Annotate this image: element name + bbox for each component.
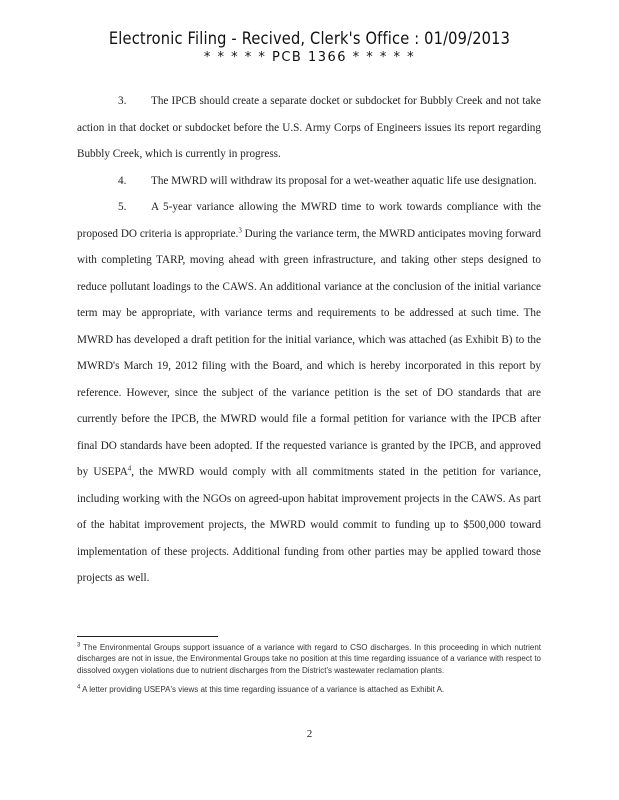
footnote-text: The Environmental Groups support issuance of a variance with regard to CSO discharges. In this proceeding in which nutrient discharges are not in issue, the Environmental Groups take no position at this time regarding issuance of a variance with respect to dissolved oxygen violations due to nutrient discharges from the District's wastewater reclamation plants. bbox=[77, 643, 541, 675]
paragraph-number: 3. bbox=[118, 95, 127, 107]
filing-stamp-docket: * * * * * PCB 1366 * * * * * bbox=[203, 50, 416, 65]
footnotes-section bbox=[77, 642, 541, 703]
footnote-divider bbox=[77, 636, 218, 637]
document-body bbox=[77, 88, 541, 592]
footnote-ref-4: 4 bbox=[127, 464, 132, 473]
paragraph-text: The MWRD will withdraw its proposal for a wet-weather aquatic life use designation. bbox=[151, 174, 537, 187]
filing-stamp-header: Electronic Filing - Recived, Clerk's Office : 01/09/2013 bbox=[108, 29, 511, 49]
paragraph-text-part2: During the variance term, the MWRD anticipates moving forward with completing TARP, moving ahead with green infrastructure, and taking other steps designed to reduce pollutant loadings to the CAWS. An additional variance at the conclusion of the initial variance term may be appropriate, with variance terms and requirements to be addressed at such time. The MWRD has developed a draft petition for the initial variance, which was attached (as Exhibit B) to the MWRD's March 19, 2012 filing with the Board, and which is hereby incorporated in this report by reference. However, since the subject of the variance petition is the set of DO standards that are currently before the IPCB, the MWRD would file a formal petition for variance with the IPCB after final DO standards have been adopted. If the requested variance is granted by the IPCB, and approved by USEPA bbox=[77, 227, 541, 478]
footnote-4 bbox=[77, 684, 541, 695]
paragraph-3 bbox=[77, 88, 541, 168]
paragraph-number: 5. bbox=[118, 201, 127, 213]
paragraph-text-part1: A 5-year variance allowing the MWRD time to work towards compliance with the proposed DO criteria is appropriate. bbox=[77, 201, 541, 240]
paragraph-5 bbox=[77, 194, 541, 592]
paragraph-4 bbox=[77, 168, 541, 195]
footnote-marker: 3 bbox=[77, 642, 81, 649]
footnote-3 bbox=[77, 642, 541, 676]
page-number: 2 bbox=[306, 728, 313, 740]
footnote-ref-3: 3 bbox=[238, 225, 242, 234]
paragraph-text-part3: , the MWRD would comply with all commitments stated in the petition for variance, including working with the NGOs on agreed-upon habitat improvement projects in the CAWS. As part of the habitat improvement projects, the MWRD would commit to funding up to $500,000 toward implementation of these projects. Additional funding from other parties may be applied toward those projects as well. bbox=[77, 466, 541, 584]
footnote-marker: 4 bbox=[77, 684, 81, 691]
paragraph-number: 4. bbox=[118, 174, 127, 187]
paragraph-text: The IPCB should create a separate docket or subdocket for Bubbly Creek and not take action in that docket or subdocket before the U.S. Army Corps of Engineers issues its report regarding Bubbly Creek, which is currently in progress. bbox=[77, 95, 541, 160]
footnote-text: A letter providing USEPA's views at this time regarding issuance of a variance is attached as Exhibit A. bbox=[80, 684, 445, 694]
